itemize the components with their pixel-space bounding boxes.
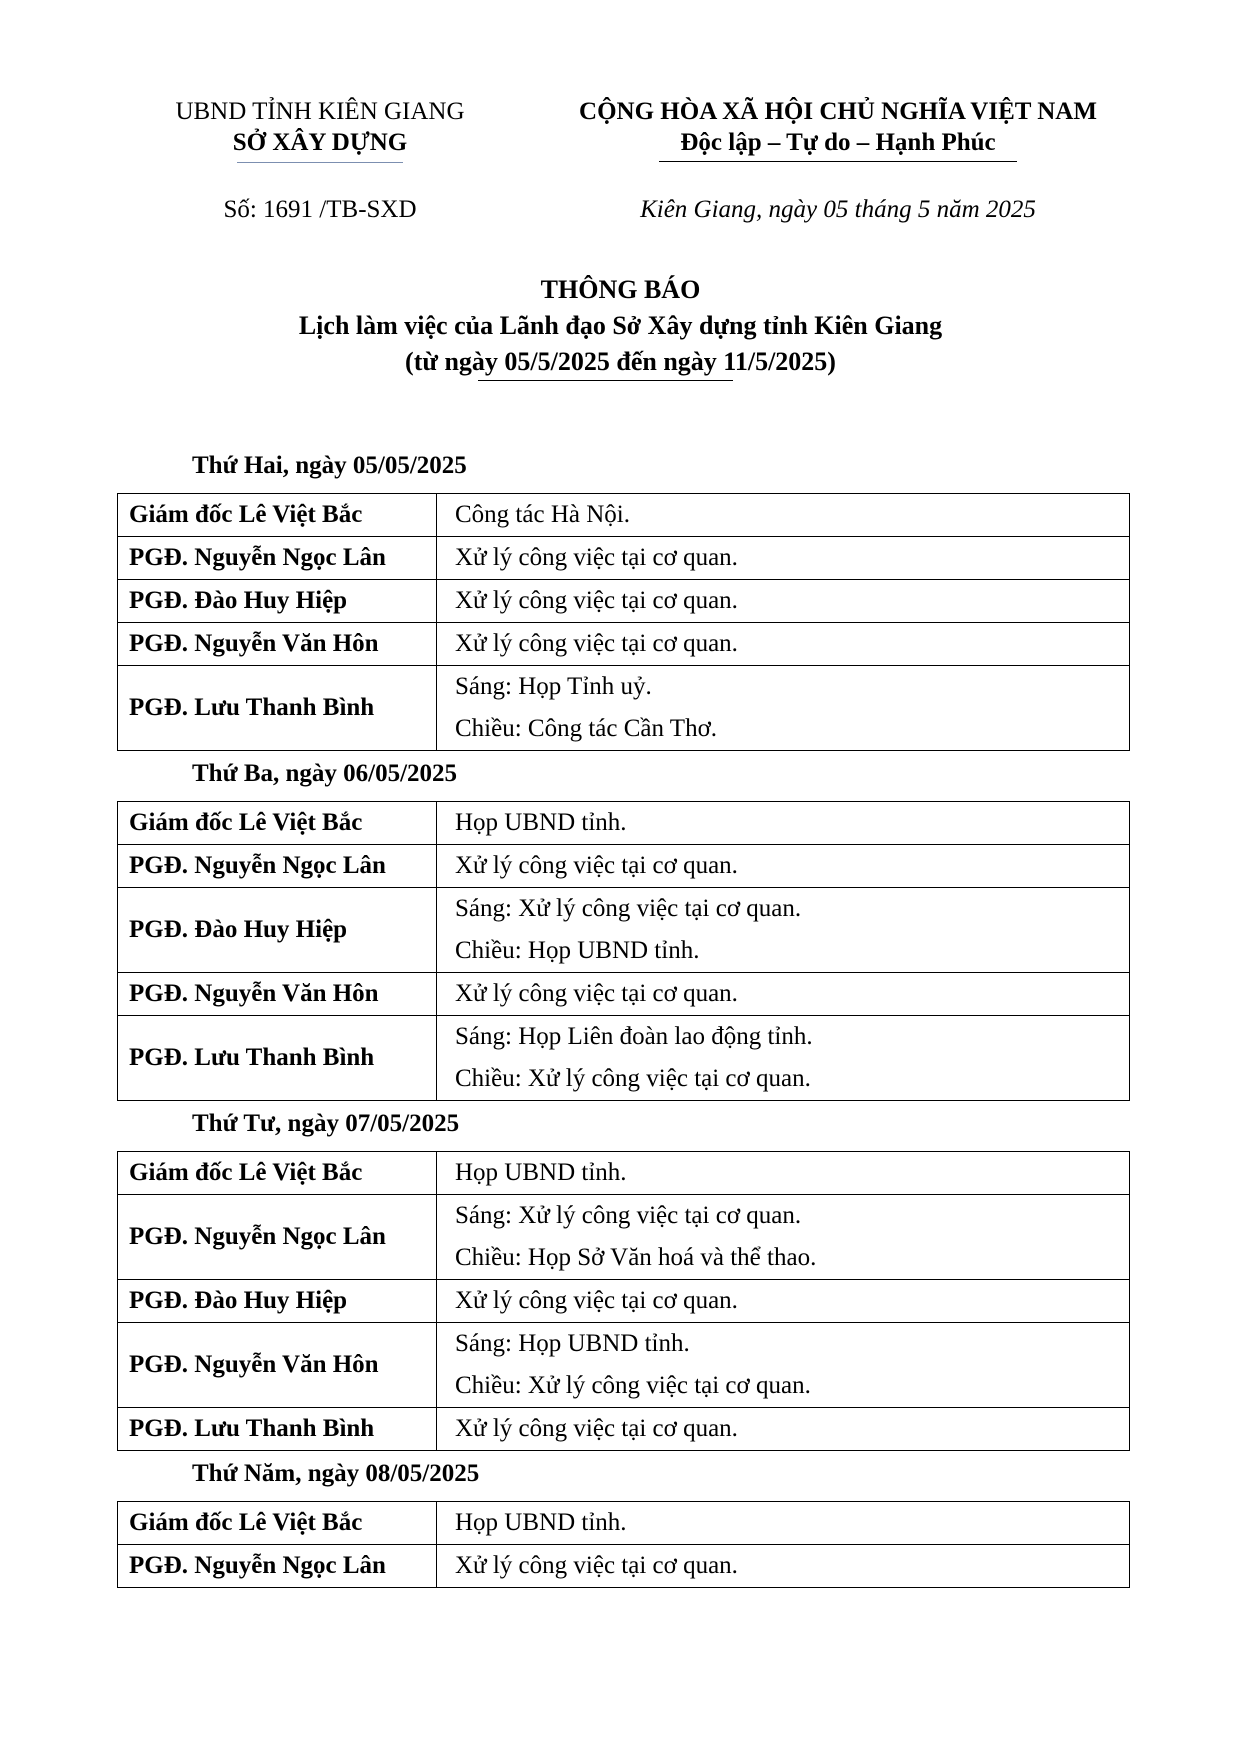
document-title: THÔNG BÁO xyxy=(540,275,701,304)
activity-text: Xử lý công việc tại cơ quan. xyxy=(455,1287,738,1314)
leader-name: PGĐ. Nguyễn Văn Hôn xyxy=(118,623,437,666)
activity-text: Xử lý công việc tại cơ quan. xyxy=(455,544,738,571)
activity-cell xyxy=(437,802,1130,845)
table-row xyxy=(118,1502,1130,1545)
activity-morning: Sáng: Họp Tỉnh uỷ. xyxy=(455,673,652,700)
table-row xyxy=(118,845,1130,888)
leader-name: PGĐ. Đào Huy Hiệp xyxy=(118,888,437,973)
national-title-block xyxy=(548,96,1128,162)
leader-name: PGĐ. Nguyễn Ngọc Lân xyxy=(118,537,437,580)
table-row xyxy=(118,537,1130,580)
province-name: UBND TỈNH KIÊN GIANG xyxy=(175,98,465,125)
leader-name: PGĐ. Đào Huy Hiệp xyxy=(118,580,437,623)
activity-morning: Sáng: Họp UBND tỉnh. xyxy=(455,1330,690,1357)
table-row xyxy=(118,888,1130,973)
motto-underline xyxy=(659,161,1017,162)
table-row xyxy=(118,1152,1130,1195)
leader-name: PGĐ. Nguyễn Văn Hôn xyxy=(118,1323,437,1408)
leader-name: PGĐ. Lưu Thanh Bình xyxy=(118,1408,437,1451)
activity-morning: Sáng: Xử lý công việc tại cơ quan. xyxy=(455,1202,802,1229)
activity-cell xyxy=(437,666,1130,751)
table-row xyxy=(118,1545,1130,1588)
document-subtitle: Lịch làm việc của Lãnh đạo Sở Xây dựng tỉnh Kiên Giang xyxy=(298,311,943,340)
activity-cell xyxy=(437,1280,1130,1323)
leader-name: PGĐ. Nguyễn Văn Hôn xyxy=(118,973,437,1016)
schedule-table xyxy=(117,1151,1130,1451)
activity-text: Họp UBND tỉnh. xyxy=(455,809,627,836)
activity-cell xyxy=(437,1323,1130,1408)
activity-cell xyxy=(437,1545,1130,1588)
leader-name: Giám đốc Lê Việt Bắc xyxy=(118,1502,437,1545)
activity-text: Xử lý công việc tại cơ quan. xyxy=(455,852,738,879)
table-row xyxy=(118,1195,1130,1280)
country-name: CỘNG HÒA XÃ HỘI CHỦ NGHĨA VIỆT NAM xyxy=(579,98,1097,125)
activity-text: Xử lý công việc tại cơ quan. xyxy=(455,1415,738,1442)
schedule-table xyxy=(117,1501,1130,1588)
leader-name: PGĐ. Nguyễn Ngọc Lân xyxy=(118,845,437,888)
table-row xyxy=(118,802,1130,845)
activity-cell xyxy=(437,494,1130,537)
table-row xyxy=(118,580,1130,623)
document-number: Số: 1691 /TB-SXD xyxy=(223,196,417,223)
activity-afternoon: Chiều: Công tác Cần Thơ. xyxy=(455,715,718,742)
activity-cell xyxy=(437,1152,1130,1195)
agency-underline xyxy=(237,162,403,163)
schedule-table xyxy=(117,493,1130,751)
table-row xyxy=(118,494,1130,537)
date-range: (từ ngày 05/5/2025 đến ngày 11/5/2025) xyxy=(405,347,836,376)
leader-name: PGĐ. Đào Huy Hiệp xyxy=(118,1280,437,1323)
day-heading: Thứ Tư, ngày 07/05/2025 xyxy=(192,1110,460,1137)
activity-cell xyxy=(437,580,1130,623)
activity-cell xyxy=(437,973,1130,1016)
agency-name: SỞ XÂY DỰNG xyxy=(232,129,408,156)
activity-cell xyxy=(437,845,1130,888)
day-heading: Thứ Hai, ngày 05/05/2025 xyxy=(192,452,467,479)
leader-name: Giám đốc Lê Việt Bắc xyxy=(118,494,437,537)
day-heading: Thứ Ba, ngày 06/05/2025 xyxy=(192,760,458,787)
day-heading: Thứ Năm, ngày 08/05/2025 xyxy=(192,1460,480,1487)
leader-name: PGĐ. Lưu Thanh Bình xyxy=(118,666,437,751)
leader-name: Giám đốc Lê Việt Bắc xyxy=(118,1152,437,1195)
title-underline xyxy=(478,380,733,381)
activity-morning: Sáng: Họp Liên đoàn lao động tỉnh. xyxy=(455,1023,813,1050)
activity-text: Công tác Hà Nội. xyxy=(455,501,630,528)
activity-cell xyxy=(437,623,1130,666)
schedule-table xyxy=(117,801,1130,1101)
leader-name: PGĐ. Nguyễn Ngọc Lân xyxy=(118,1195,437,1280)
leader-name: PGĐ. Nguyễn Ngọc Lân xyxy=(118,1545,437,1588)
activity-text: Họp UBND tỉnh. xyxy=(455,1509,627,1536)
activity-cell xyxy=(437,1195,1130,1280)
table-row xyxy=(118,1280,1130,1323)
table-row xyxy=(118,1016,1130,1101)
table-row xyxy=(118,623,1130,666)
activity-afternoon: Chiều: Xử lý công việc tại cơ quan. xyxy=(455,1065,811,1092)
table-row xyxy=(118,666,1130,751)
document-title-block xyxy=(0,272,1241,380)
activity-cell xyxy=(437,1016,1130,1101)
issuer-block xyxy=(155,96,485,163)
activity-cell xyxy=(437,1502,1130,1545)
activity-text: Xử lý công việc tại cơ quan. xyxy=(455,1552,738,1579)
activity-morning: Sáng: Xử lý công việc tại cơ quan. xyxy=(455,895,802,922)
activity-cell xyxy=(437,1408,1130,1451)
table-row xyxy=(118,1408,1130,1451)
leader-name: PGĐ. Lưu Thanh Bình xyxy=(118,1016,437,1101)
activity-afternoon: Chiều: Họp Sở Văn hoá và thể thao. xyxy=(455,1244,817,1271)
activity-cell xyxy=(437,888,1130,973)
table-row xyxy=(118,973,1130,1016)
place-and-date: Kiên Giang, ngày 05 tháng 5 năm 2025 xyxy=(640,196,1036,223)
activity-text: Họp UBND tỉnh. xyxy=(455,1159,627,1186)
activity-text: Xử lý công việc tại cơ quan. xyxy=(455,630,738,657)
activity-cell xyxy=(437,537,1130,580)
national-motto: Độc lập – Tự do – Hạnh Phúc xyxy=(680,129,996,156)
leader-name: Giám đốc Lê Việt Bắc xyxy=(118,802,437,845)
activity-text: Xử lý công việc tại cơ quan. xyxy=(455,587,738,614)
activity-text: Xử lý công việc tại cơ quan. xyxy=(455,980,738,1007)
activity-afternoon: Chiều: Xử lý công việc tại cơ quan. xyxy=(455,1372,811,1399)
activity-afternoon: Chiều: Họp UBND tỉnh. xyxy=(455,937,700,964)
table-row xyxy=(118,1323,1130,1408)
